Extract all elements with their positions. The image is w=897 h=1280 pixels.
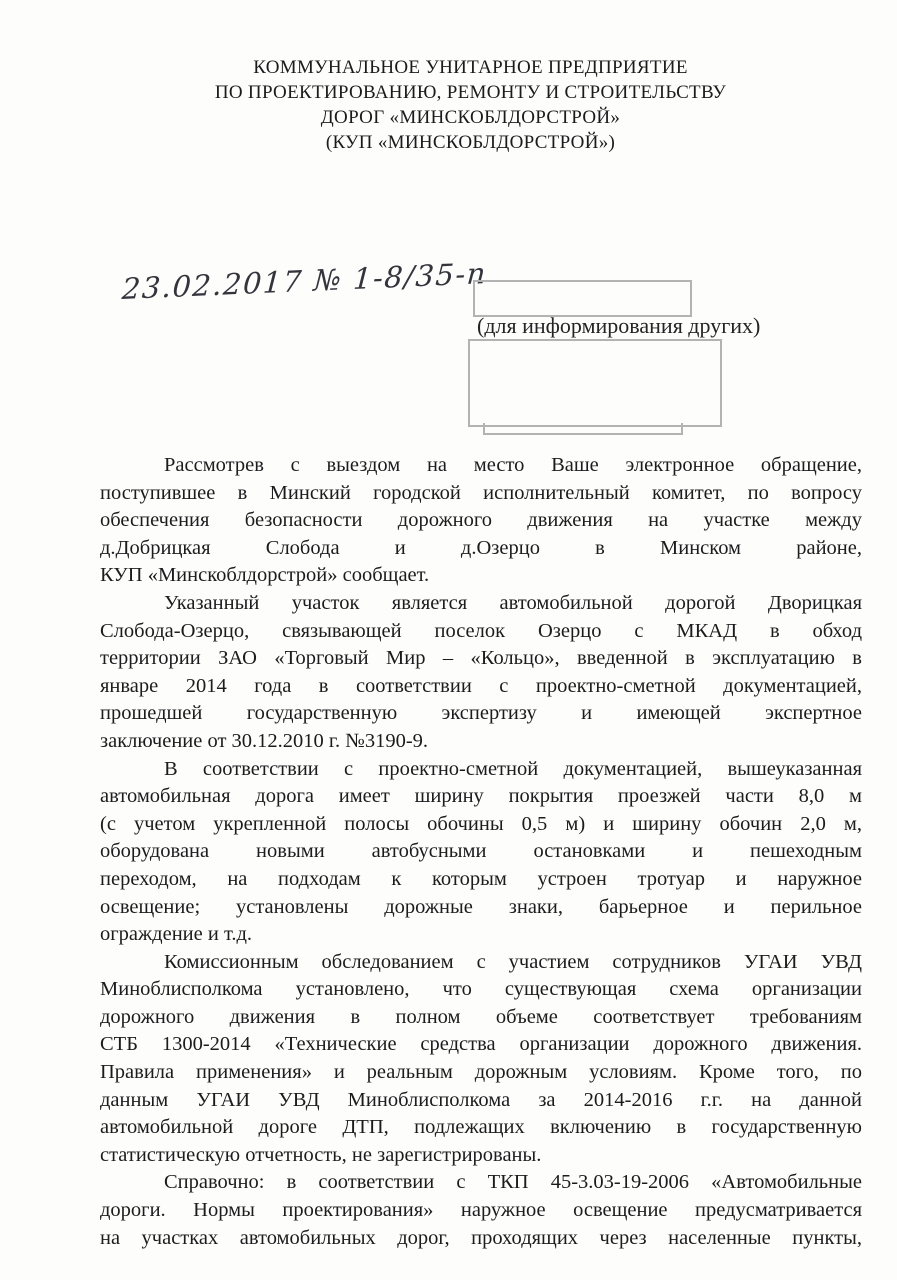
text-line: (с учетом укрепленной полосы обочины 0,5 м) и ширину обочин 2,0 м, <box>100 812 862 835</box>
text-line: д.Добрицкая Слобода и д.Озерцо в Минском районе, <box>100 536 862 559</box>
text-line: поступившее в Минский городской исполнительный комитет, по вопросу <box>100 481 862 504</box>
text-line: на участках автомобильных дорог, проходящих через населенные пункты, <box>100 1226 862 1249</box>
text-line: Справочно: в соответствии с ТКП 45-3.03-19-2006 «Автомобильные <box>164 1171 862 1194</box>
letter-body <box>100 452 862 1252</box>
text-line: В соответствии с проектно-сметной документацией, вышеуказанная <box>164 757 862 780</box>
text-line: освещение; установлены дорожные знаки, барьерное и перильное <box>100 895 862 918</box>
text-line: январе 2014 года в соответствии с проектно-сметной документацией, <box>100 674 862 697</box>
text-line: Правила применения» и реальным дорожным условиям. Кроме того, по <box>100 1061 862 1084</box>
text-line: Миноблисполкома установлено, что существующая схема организации <box>100 978 862 1001</box>
text-line: территории ЗАО «Торговый Мир – «Кольцо», введенной в эксплуатацию в <box>100 647 862 670</box>
text-line: Комиссионным обследованием с участием сотрудников УГАИ УВД <box>164 950 862 973</box>
redacted-field-box-bottom <box>483 423 683 435</box>
text-line: КУП «Минскоблдорстрой» сообщает. <box>100 564 430 587</box>
text-line: переходом, на подходам к которым устроен тротуар и наружное <box>100 867 862 890</box>
text-line: ограждение и т.д. <box>100 923 253 946</box>
text-line: Рассмотрев с выездом на место Ваше электронное обращение, <box>164 454 862 476</box>
letterhead-line-1: КОММУНАЛЬНОЕ УНИТАРНОЕ ПРЕДПРИЯТИЕ <box>253 57 688 78</box>
text-line: статистическую отчетность, не зарегистрированы. <box>100 1143 542 1166</box>
text-line: оборудована новыми автобусными остановками и пешеходным <box>100 840 862 863</box>
text-line: СТБ 1300-2014 «Технические средства организации дорожного движения. <box>100 1033 862 1056</box>
paragraph-2 <box>100 590 862 756</box>
text-line: данным УГАИ УВД Миноблисполкома за 2014-2016 г.г. на данной <box>100 1088 862 1111</box>
paragraph-5 <box>100 1169 862 1252</box>
recipient-caption: (для информирования других) <box>477 313 761 338</box>
text-line: автомобильной дороге ДТП, подлежащих включению в государственную <box>100 1116 862 1139</box>
text-line: прошедшей государственную экспертизу и имеющей экспертное <box>100 702 862 725</box>
text-line: дорожного движения в полном объеме соответствует требованиям <box>100 1005 862 1028</box>
paragraph-1 <box>100 452 862 590</box>
text-line: дороги. Нормы проектирования» наружное освещение предусматривается <box>100 1199 862 1222</box>
text-line: автомобильная дорога имеет ширину покрытия проезжей части 8,0 м <box>100 785 862 808</box>
letterhead-line-4: (КУП «МИНСКОБЛДОРСТРОЙ») <box>325 132 616 153</box>
redacted-field-box-large <box>468 339 722 427</box>
letterhead <box>44 55 897 155</box>
text-line: Слобода-Озерцо, связывающей поселок Озерцо с МКАД в обход <box>100 619 862 642</box>
text-line: обеспечения безопасности дорожного движения на участке между <box>100 509 862 532</box>
handwritten-date-and-number: 23.02.2017 № 1-8/35-п <box>120 256 488 307</box>
letterhead-line-2: ПО ПРОЕКТИРОВАНИЮ, РЕМОНТУ И СТРОИТЕЛЬСТВУ <box>214 82 727 103</box>
redacted-field-box-top <box>473 280 692 317</box>
text-line: заключение от 30.12.2010 г. №3190-9. <box>100 729 429 752</box>
paragraph-4 <box>100 949 862 1170</box>
text-line: Указанный участок является автомобильной дорогой Дворицкая <box>164 591 862 614</box>
paragraph-3 <box>100 756 862 949</box>
letterhead-line-3: ДОРОГ «МИНСКОБЛДОРСТРОЙ» <box>320 107 621 128</box>
